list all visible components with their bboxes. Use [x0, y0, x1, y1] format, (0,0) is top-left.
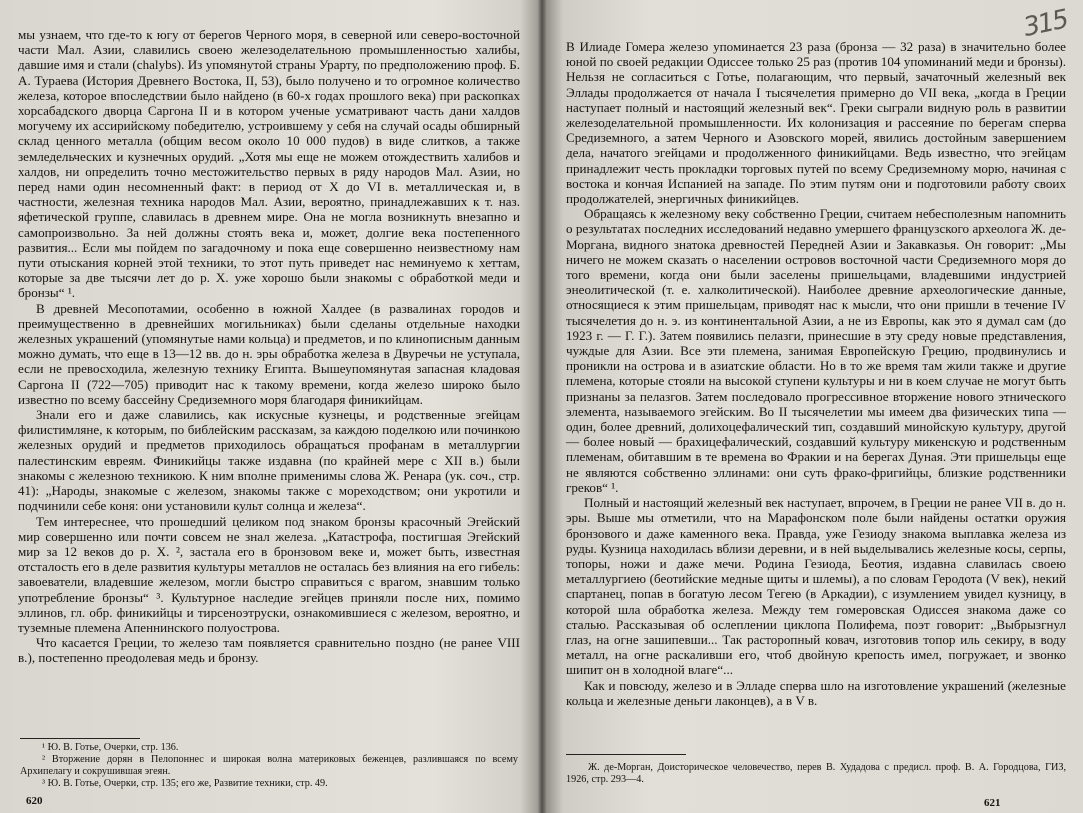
footnote: ¹ Ю. В. Готье, Очерки, стр. 136.: [42, 742, 179, 753]
left-paragraph: Тем интереснее, что прошедший целиком под знаком бронзы красочный Эгейский мир совершенно или почти совсем не знал железа. „Катастрофа, постигшая Эгейский мир за 12 веков до р. Х. ², застала его в бронзовом веке и, может быть, известная отсталость его в деле развития культуры металлов не осталась без влияния на его гибель: завоеватели, владевшие железом, могли быстро справиться с врагом, знавшим только употребление бронзы“ ³. Культурное наследие эгейцев приняли после них, помимо эллинов, гл. обр. финикийцы и тирсеноэтруски, ознакомившиеся с железом, вероятно, и туземные племена Апеннинского полуострова.: [18, 513, 520, 635]
right-paragraph: Полный и настоящий железный век наступает, впрочем, в Греции не ранее VII в. до н. эры. Выше мы отметили, что на Марафонском поле были найдены остатки оружия бронзового и даже каменного века. Правда, уже Гезиоду знакома выплавка железа из руды. Кузница находилась вблизи деревни, и в ней выделывались железные косы, серпы, топоры, ножи и даже мечи. Родина Гезиода, Беотия, издавна славилась своею металлургиею (беотийские медные щиты и шлемы), а по словам Геродота (V век), некий спартанец, попав в богатую лесом Тегею (в Аркадии), с изумлением увидел кузницу, в которой шла обработка железа. Между тем гомеровская Одиссея знакома даже со сталью. Рассказывая об ослеплении циклопа Полифема, поэт говорит: „Выбрызгнул глаз, на огне зашипевши... Так расторопный ковач, изготовив топор иль секиру, в воду металл, на огне раскаливши его, чтоб двойную крепость имел, погружает, и звонко шипит он в холодной влаге“...: [566, 495, 1066, 678]
footnote-divider: [566, 754, 686, 755]
right-page: [544, 0, 1083, 813]
left-page-body: [18, 27, 520, 666]
right-paragraph: В Илиаде Гомера железо упоминается 23 раза (бронза — 32 раза) в значительно более юной по своей редакции Одиссее только 25 раз (против 104 упоминаний меди и бронзы). Нельзя не согласиться с Готье, полагающим, что первый, зачаточный железный век Эллады продолжается от начала I тысячелетия примерно до VII века, „когда в Греции наступает полный и настоящий железный век“. Греки сыграли видную роль в развитии железоделательной промышленности. Их колонизация и рассеяние по берегам сперва Средиземного, а затем Черного и Азовского морей, явились достойным завершением дела, начатого эгейцами и продолженного финикийцами. Ведь известно, что эгейцам принадлежит честь прокладки торговых путей по всему Средиземному морю, начиная с востока и кончая Испанией на западе. По этим путям они и подготовили работу своих продолжателей, энергичных финикийцев.: [566, 39, 1066, 207]
right-paragraph: Как и повсюду, железо и в Элладе сперва шло на изготовление украшений (железные кольца и железные деньги лаконцев), а в V в.: [566, 677, 1066, 708]
footnote-divider: [20, 738, 140, 739]
right-footnotes: [566, 762, 1066, 786]
right-page-body: [566, 39, 1066, 708]
left-paragraph: Знали его и даже славились, как искусные кузнецы, и родственные эгейцам филистимляне, к которым, по библейским рассказам, за каждою поделкою или починкою железных орудий и предметов приходилось обращаться профанам в металлургии палестинским евреям. Финикийцы также издавна (по крайней мере с XII в.) были знакомы с железною техникою. К ним вполне применимы слова Ж. Ренара (ук. соч., стр. 41): „Народы, знакомые с железом, знакомы также с мореходством; они укротили и подчинили себе коня: они установили культ солнца и железа“.: [18, 407, 520, 514]
archive-mark: 315: [1020, 4, 1070, 43]
left-footnotes: [20, 742, 518, 790]
page-number-left: 620: [26, 795, 43, 807]
footnote: ³ Ю. В. Готье, Очерки, стр. 135; его же, Развитие техники, стр. 49.: [42, 778, 328, 789]
left-paragraph: В древней Месопотамии, особенно в южной Халдее (в развалинах городов и преимущественно в древнейших могильниках) были сделаны отдельные находки железных украшений (упомянутые нами кольца) и предметов, и по клинописным данным можно думать, что еще в 13—12 вв. до н. эры обработка железа в Двуречьи не уступала, если не превосходила, железную технику Египта. Вышеупомянутая запасная кладовая Саргона II (722—705) приводит нас к такому времени, когда железо широко было известно по всему бассейну Средиземного моря благодаря финикийцам.: [18, 300, 520, 407]
left-paragraph: Что касается Греции, то железо там появляется сравнительно поздно (не ранее VIII в.), постепенно преодолевая медь и бронзу.: [18, 635, 520, 666]
footnote: ² Вторжение дорян в Пелопоннес и широкая волна материковых беженцев, разлившаяся по всему Архипелагу и сокрушившая эгеян.: [20, 754, 518, 777]
left-paragraph: мы узнаем, что где-то к югу от берегов Черного моря, в северной или северо-восточной части Мал. Азии, славились своею железоделательною промышленностью халибы, давшие имя и стали (chalybs). Из упомянутой страны Урарту, по предположению проф. Б. А. Тураева (История Древнего Востока, II, 53), было получено и то огромное количество железа, которое впоследствии было найдено (в 60-х годах прошлого века) при раскопках хорсабадского дворца Саргона II и в котором ученые усматривают часть дани халдов могучему их ассирийскому победителю, устроившему у себя на случай осады обширный склад ценного металла (общим весом около 10 000 пудов) в виде слитков, а также земледельческих и кузнечных орудий. „Хотя мы еще не можем отождествить халибов и халдов, ни определить точно местожительство первых в ряду народов Мал. Азии, но перед нами один несомненный факт: в период от X до VI в. металлическая и, в частности, железная техника народов Мал. Азии, вероятно, принадлежавших к т. наз. яфетической группе, славилась в древнем мире. Она не могла возникнуть внезапно и самопроизвольно. За ней должны стоять века и, может, долгие века постепенного развития... Если мы пойдем по загадочному и пока еще совершенно неизвестному нам пути отыскания корней этой техники, то этот путь приведет нас неминуемо к хеттам, которые за две тысячи лет до р. Х. уже хорошо были знакомы с обработкой меди и бронзы“ ¹.: [18, 27, 520, 301]
right-paragraph: Обращаясь к железному веку собственно Греции, считаем небесполезным напомнить о результатах последних исследований недавно умершего французского археолога Ж. де-Моргана, видного знатока древностей Передней Азии и Закавказья. Он говорит: „Мы ничего не можем сказать о населении островов восточной части Средиземного моря до того времени, когда они были заселены пришельцами, владевшими индустрией энеолитической (т. е. халколитической). Наиболее древние археологические данные, относящиеся к этим пришельцам, приводят нас к мысли, что они пришли в течение IV тысячелетия до н. э. из континентальной Азии, а не из Европы, как это я думал сам (до 1923 г. — Г. Г.). Затем появились пелазги, принесшие в эту среду новые представления, чуждые для Азии. Все эти племена, занимая Европейскую Грецию, продвинулись и проникли на острова и в азиатские области. Но в то же время там жили также и другие племена, которые стояли на высокой ступени культуры и ни в коем случае не могут быть признаны за пелазгов. Затем последовало прогрессивное вторжение нового этнического элемента, называемого эгейским. Во II тысячелетии мы имеем два физических типа — один, более древний, долихоцефалический тип, создавший минойскую культуру, другой — более новый — брахицефалический, создавший культуру микенскую и родственным племенам, обитавшим в те времена во Фракии и на берегах Дуная. Эти пришельцы еще не являются собственно эллинами: они суть фрако-фригийцы, близкие родственники греков“ ¹.: [566, 206, 1066, 495]
page-number-right: 621: [984, 797, 1001, 809]
left-page: [0, 0, 540, 813]
footnote: Ж. де-Морган, Доисторическое человечество, перев В. Худадова с предисл. проф. В. А. Городцова, ГИЗ, 1926, стр. 293—4.: [566, 762, 1066, 785]
